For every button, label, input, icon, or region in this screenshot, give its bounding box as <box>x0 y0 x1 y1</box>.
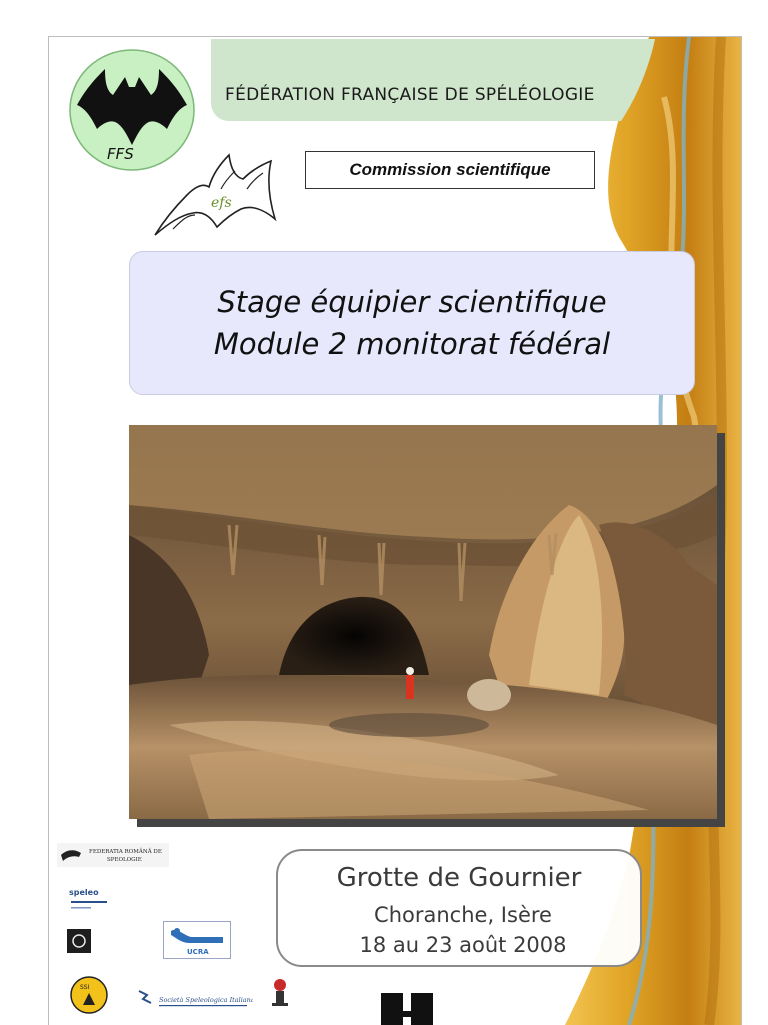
title-box <box>129 251 695 395</box>
svg-text:Società Speleologica Italiana: Società Speleologica Italiana <box>159 996 253 1004</box>
partner-logo-ucra <box>163 921 231 959</box>
efs-logo <box>151 149 281 245</box>
location-dates: 18 au 23 août 2008 <box>359 933 567 957</box>
partner-logo-dark-square <box>67 929 91 953</box>
partner-logo-ssi <box>69 975 109 1015</box>
title-line-2: Module 2 monitorat fédéral <box>213 327 611 361</box>
svg-text:speleo: speleo <box>69 888 99 897</box>
partner-logo-italy <box>137 985 253 1011</box>
federation-title: FÉDÉRATION FRANÇAISE DE SPÉLÉOLOGIE <box>225 85 595 105</box>
partner-logo-black-blocks <box>381 993 435 1025</box>
partner-logo-speleo <box>67 885 111 913</box>
title-line-1: Stage équipier scientifique <box>217 284 607 319</box>
svg-text:SPEOLOGIE: SPEOLOGIE <box>107 857 142 863</box>
location-box <box>276 849 642 967</box>
location-site: Grotte de Gournier <box>336 863 582 893</box>
partner-logo-red-emblem <box>269 977 291 1009</box>
poster-page <box>48 36 742 1025</box>
svg-text:SSI: SSI <box>80 984 90 991</box>
caver-figure <box>406 667 414 699</box>
svg-text:UCRA: UCRA <box>187 948 209 956</box>
svg-text:FEDERATIA ROMÂNĂ DE: FEDERATIA ROMÂNĂ DE <box>89 849 162 855</box>
cave-photo <box>129 425 717 819</box>
commission-label: Commission scientifique <box>305 151 595 189</box>
partner-logo-romania <box>57 843 169 867</box>
ffs-logo-text: FFS <box>107 145 134 163</box>
location-place: Choranche, Isère <box>374 903 552 927</box>
efs-logo-text: efs <box>211 195 232 211</box>
